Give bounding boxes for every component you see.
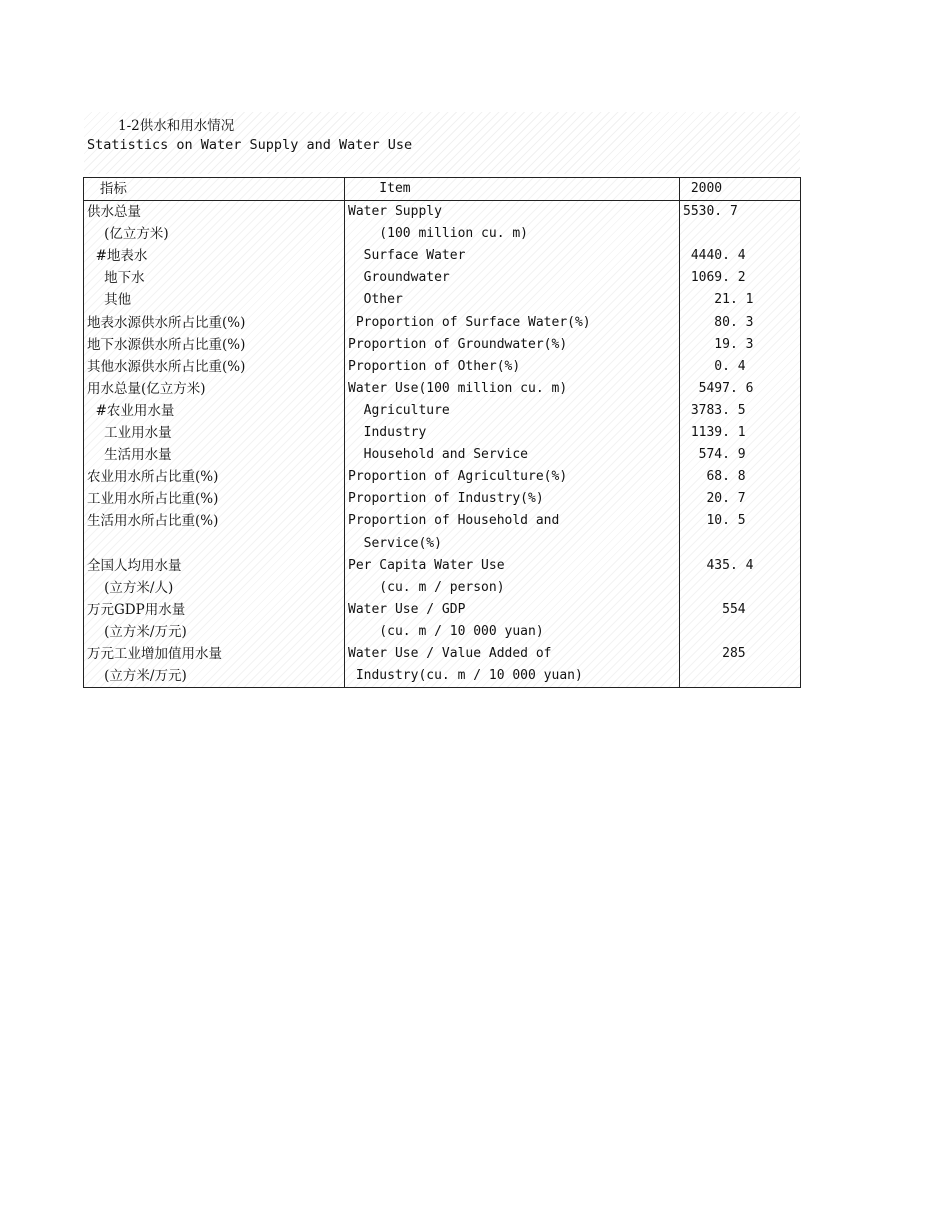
cell-item: Proportion of Groundwater(%) [345, 334, 680, 356]
cell-item: Per Capita Water Use [345, 555, 680, 577]
cell-value [680, 621, 800, 643]
cell-item: Industry(cu. m / 10 000 yuan) [345, 665, 680, 687]
cell-item: Agriculture [345, 400, 680, 422]
table-row [84, 599, 800, 621]
cell-value: 21. 1 [683, 292, 754, 308]
table-row [84, 665, 800, 687]
cell-value: 285 [683, 645, 746, 661]
cell-indicator: (立方米/万元) [84, 665, 345, 687]
cell-indicator: 地下水源供水所占比重(%) [84, 334, 345, 356]
cell-item: Proportion of Household and [345, 510, 680, 532]
header-year: 2000 [683, 181, 723, 196]
cell-item: Household and Service [345, 444, 680, 466]
header-indicator: 指标 [84, 178, 345, 200]
cell-indicator: 地下水 [84, 267, 345, 289]
cell-item: (cu. m / 10 000 yuan) [345, 621, 680, 643]
cell-value: 5530. 7 [683, 204, 738, 220]
cell-item: Proportion of Other(%) [345, 356, 680, 378]
table-row [84, 289, 800, 311]
table-header-row [84, 178, 800, 201]
cell-indicator: 地表水源供水所占比重(%) [84, 312, 345, 334]
table-row [84, 245, 800, 267]
cell-indicator: 万元GDP用水量 [84, 599, 345, 621]
cell-indicator: 生活用水量 [84, 444, 345, 466]
table-row [84, 488, 800, 510]
table-row [84, 466, 800, 488]
cell-indicator: 工业用水量 [84, 422, 345, 444]
cell-item: Groundwater [345, 267, 680, 289]
cell-value: 0. 4 [683, 358, 746, 374]
cell-value: 4440. 4 [683, 248, 746, 264]
table-row [84, 312, 800, 334]
cell-value: 1069. 2 [683, 270, 746, 286]
cell-item: Water Use / Value Added of [345, 643, 680, 665]
cell-item: (cu. m / person) [345, 577, 680, 599]
table-row [84, 444, 800, 466]
cell-indicator: 其他 [84, 289, 345, 311]
table-row [84, 510, 800, 532]
cell-indicator: #地表水 [84, 245, 345, 267]
cell-item: Proportion of Agriculture(%) [345, 466, 680, 488]
cell-item: Proportion of Surface Water(%) [345, 312, 680, 334]
cell-value: 574. 9 [683, 447, 746, 463]
cell-indicator: 工业用水所占比重(%) [84, 488, 345, 510]
cell-item: Proportion of Industry(%) [345, 488, 680, 510]
cell-indicator: (亿立方米) [84, 223, 345, 245]
cell-indicator: 生活用水所占比重(%) [84, 510, 345, 532]
cell-item: Surface Water [345, 245, 680, 267]
cell-item: Water Use(100 million cu. m) [345, 378, 680, 400]
cell-value: 554 [683, 601, 746, 617]
page-title-chinese: 1-2供水和用水情况 [118, 118, 235, 134]
table-row [84, 577, 800, 599]
table-row [84, 378, 800, 400]
table-row [84, 621, 800, 643]
cell-indicator: (立方米/人) [84, 577, 345, 599]
table-body [84, 201, 800, 687]
table-row [84, 422, 800, 444]
cell-value: 10. 5 [683, 513, 746, 529]
table-row [84, 533, 800, 555]
cell-value: 80. 3 [683, 314, 754, 330]
cell-indicator: 供水总量 [84, 201, 345, 223]
page-title-english: Statistics on Water Supply and Water Use [87, 137, 413, 153]
cell-value: 5497. 6 [683, 380, 754, 396]
table-row [84, 201, 800, 223]
cell-item: (100 million cu. m) [345, 223, 680, 245]
table-row [84, 267, 800, 289]
cell-value: 3783. 5 [683, 402, 746, 418]
cell-value: 20. 7 [683, 491, 746, 507]
cell-value [680, 533, 800, 555]
cell-indicator: 全国人均用水量 [84, 555, 345, 577]
cell-value: 1139. 1 [683, 425, 746, 441]
cell-value [680, 223, 800, 245]
cell-value [680, 577, 800, 599]
cell-indicator: #农业用水量 [84, 400, 345, 422]
cell-value: 68. 8 [683, 469, 746, 485]
cell-value: 435. 4 [683, 557, 754, 573]
table-row [84, 400, 800, 422]
table-row [84, 356, 800, 378]
header-item: Item [345, 178, 680, 200]
cell-indicator [84, 533, 345, 555]
cell-item: Service(%) [345, 533, 680, 555]
cell-indicator: 万元工业增加值用水量 [84, 643, 345, 665]
cell-item: Industry [345, 422, 680, 444]
cell-value [680, 665, 800, 687]
cell-indicator: (立方米/万元) [84, 621, 345, 643]
table-row [84, 643, 800, 665]
cell-indicator: 用水总量(亿立方米) [84, 378, 345, 400]
cell-item: Other [345, 289, 680, 311]
cell-indicator: 农业用水所占比重(%) [84, 466, 345, 488]
table-row [84, 555, 800, 577]
table-row [84, 223, 800, 245]
data-table [83, 177, 801, 688]
cell-value: 19. 3 [683, 336, 754, 352]
cell-item: Water Use / GDP [345, 599, 680, 621]
table-row [84, 334, 800, 356]
cell-item: Water Supply [345, 201, 680, 223]
cell-indicator: 其他水源供水所占比重(%) [84, 356, 345, 378]
